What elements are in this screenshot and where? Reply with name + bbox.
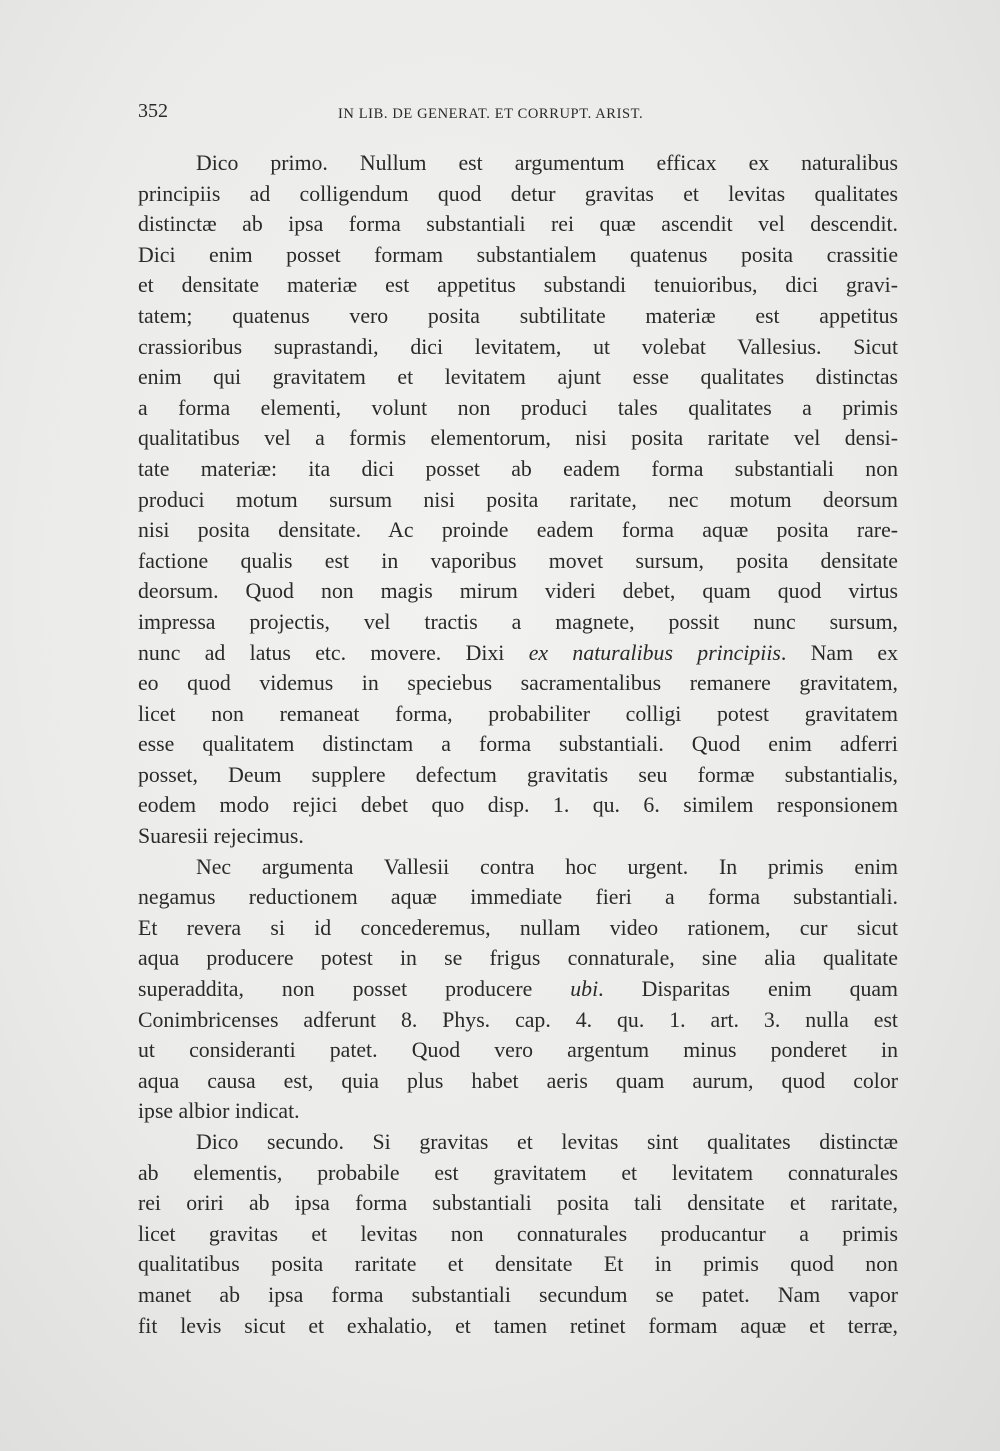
text-line: aqua producere potest in se frigus connaturale, sine alia qualitate: [138, 946, 898, 971]
text-line: manet ab ipsa forma substantiali secundum se patet. Nam vapor: [138, 1282, 898, 1307]
text-line: licet gravitas et levitas non connaturales producantur a primis: [138, 1221, 898, 1246]
text-line: aqua causa est, quia plus habet aeris quam aurum, quod color: [138, 1068, 898, 1093]
text-line: ab elementis, probabile est gravitatem et levitatem connaturales: [138, 1160, 898, 1185]
italic-term: ubi: [570, 977, 599, 1002]
text-line-with-italic: [138, 638, 898, 669]
text-line: posset, Deum supplere defectum gravitatis seu formæ substantialis,: [138, 762, 898, 787]
text-line: negamus reductionem aquæ immediate fieri a forma substantiali.: [138, 885, 898, 910]
text-line: produci motum sursum nisi posita raritate, nec motum deorsum: [138, 487, 898, 512]
text-segment: . Nam ex: [780, 640, 898, 665]
text-line-with-italic: [138, 974, 898, 1005]
text-line: Et revera si id concederemus, nullam video rationem, cur sicut: [138, 915, 898, 940]
text-line: Dici enim posset formam substantialem quatenus posita crassitie: [138, 242, 898, 267]
running-head: [138, 100, 898, 130]
text-line: Conimbricenses adferunt 8. Phys. cap. 4. qu. 1. art. 3. nulla est: [138, 1007, 898, 1032]
text-line: tatem; quatenus vero posita subtilitate materiæ est appetitus: [138, 303, 898, 328]
text-line: qualitatibus posita raritate et densitate Et in primis quod non: [138, 1252, 898, 1277]
text-line: enim qui gravitatem et levitatem ajunt esse qualitates distinctas: [138, 365, 898, 390]
text-line: fit levis sicut et exhalatio, et tamen retinet formam aquæ et terræ,: [138, 1313, 898, 1338]
text-segment: . Disparitas enim quam: [598, 977, 898, 1002]
text-line: Dico secundo. Si gravitas et levitas sint qualitates distinctæ: [196, 1130, 898, 1154]
text-line: nisi posita densitate. Ac proinde eadem forma aquæ posita rare-: [138, 518, 898, 543]
text-line: esse qualitatem distinctam a forma substantiali. Quod enim adferri: [138, 732, 898, 757]
text-line: rei oriri ab ipsa forma substantiali posita tali densitate et raritate,: [138, 1191, 898, 1216]
text-line: eo quod videmus in speciebus sacramentalibus remanere gravitatem,: [138, 671, 898, 696]
text-line: ut consideranti patet. Quod vero argentum minus ponderet in: [138, 1038, 898, 1063]
text-line: deorsum. Quod non magis mirum videri debet, quam quod virtus: [138, 579, 898, 604]
text-line: eodem modo rejici debet quo disp. 1. qu. 6. similem responsionem: [138, 793, 898, 818]
text-line: crassioribus suprastandi, dici levitatem, ut volebat Vallesius. Sicut: [138, 334, 898, 359]
text-line: et densitate materiæ est appetitus substandi tenuioribus, dici gravi-: [138, 273, 898, 298]
running-title: IN LIB. DE GENERAT. ET CORRUPT. ARIST.: [338, 106, 644, 122]
text-line: qualitatibus vel a formis elementorum, nisi posita raritate vel densi-: [138, 426, 898, 451]
page-number: 352: [138, 100, 168, 122]
text-line: Suaresii rejecimus.: [138, 824, 304, 849]
italic-term: ex naturalibus principiis: [528, 640, 781, 665]
text-segment: superaddita, non posset producere: [138, 977, 571, 1002]
text-line: distinctæ ab ipsa forma substantiali rei quæ ascendit vel descendit.: [138, 212, 898, 237]
text-line: tate materiæ: ita dici posset ab eadem forma substantiali non: [138, 456, 898, 481]
text-line: ipse albior indicat.: [138, 1099, 300, 1124]
paragraph-1: [138, 148, 898, 852]
text-line: Dico primo. Nullum est argumentum efficax ex naturalibus: [196, 151, 898, 175]
text-line: impressa projectis, vel tractis a magnete, possit nunc sursum,: [138, 609, 898, 634]
text-line: Nec argumenta Vallesii contra hoc urgent. In primis enim: [196, 854, 898, 879]
paragraph-3: [138, 1127, 898, 1341]
text-line: licet non remaneat forma, probabiliter colligi potest gravitatem: [138, 701, 898, 726]
text-segment: nunc ad latus etc. movere. Dixi: [138, 640, 529, 665]
text-line: factione qualis est in vaporibus movet sursum, posita densitate: [138, 548, 898, 573]
text-line: a forma elementi, volunt non produci tales qualitates a primis: [138, 395, 898, 420]
paragraph-2: [138, 852, 898, 1127]
text-line: principiis ad colligendum quod detur gravitas et levitas qualitates: [138, 181, 898, 206]
text-body: [138, 148, 898, 1341]
